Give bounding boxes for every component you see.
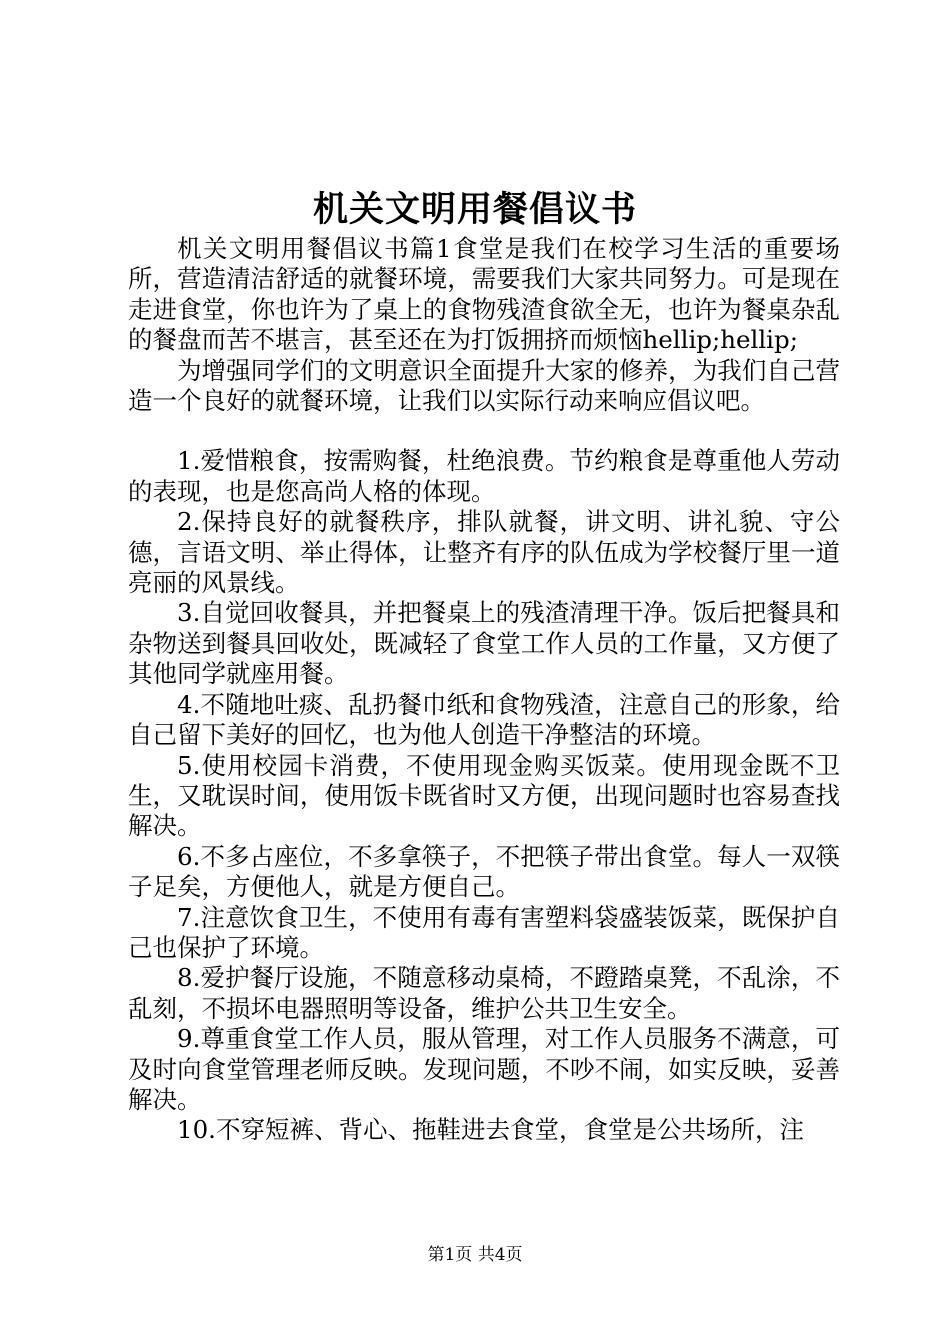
paragraph-call: 为增强同学们的文明意识全面提升大家的修养，为我们自己营造一个良好的就餐环境，让我们以实际行动来响应倡议吧。	[128, 355, 840, 416]
list-item-10: 10.不穿短裤、背心、拖鞋进去食堂，食堂是公共场所，注	[177, 1115, 804, 1145]
document-body	[128, 234, 840, 1146]
list-item-6: 6.不多占座位，不多拿筷子，不把筷子带出食堂。每人一双筷子足矣，方便他人，就是方便自己。	[128, 841, 840, 902]
page-number-footer: 第1页 共4页	[427, 1245, 523, 1265]
list-item-3: 3.自觉回收餐具，并把餐桌上的残渣清理干净。饭后把餐具和杂物送到餐具回收处，既减轻了食堂工作人员的工作量，又方便了其他同学就座用餐。	[128, 598, 840, 689]
list-item-2: 2.保持良好的就餐秩序，排队就餐，讲文明、讲礼貌、守公德，言语文明、举止得体，让整齐有序的队伍成为学校餐厅里一道亮丽的风景线。	[128, 507, 840, 598]
paragraph-intro: 机关文明用餐倡议书篇1食堂是我们在校学习生活的重要场所，营造清洁舒适的就餐环境，需要我们大家共同努力。可是现在走进食堂，你也许为了桌上的食物残渣食欲全无，也许为餐桌杂乱的餐盘而苦不堪言，甚至还在为打饭拥挤而烦恼hellip;hellip;	[128, 234, 840, 355]
list-item-1: 1.爱惜粮食，按需购餐，杜绝浪费。节约粮食是尊重他人劳动的表现，也是您高尚人格的体现。	[128, 446, 840, 506]
list-item-4: 4.不随地吐痰、乱扔餐巾纸和食物残渣，注意自己的形象，给自己留下美好的回忆，也为他人创造干净整洁的环境。	[128, 689, 840, 750]
document-title: 机关文明用餐倡议书	[312, 189, 637, 230]
list-item-9: 9.尊重食堂工作人员，服从管理，对工作人员服务不满意，可及时向食堂管理老师反映。发现问题，不吵不闹，如实反映，妥善解决。	[128, 1024, 840, 1114]
list-item-8: 8.爱护餐厅设施，不随意移动桌椅，不蹬踏桌凳，不乱涂，不乱刻，不损坏电器照明等设备，维护公共卫生安全。	[128, 963, 840, 1023]
list-item-7: 7.注意饮食卫生，不使用有毒有害塑料袋盛装饭菜，既保护自己也保护了环境。	[128, 902, 840, 962]
list-item-5: 5.使用校园卡消费，不使用现金购买饭菜。使用现金既不卫生，又耽误时间，使用饭卡既省时又方便，出现问题时也容易查找解决。	[128, 750, 840, 841]
